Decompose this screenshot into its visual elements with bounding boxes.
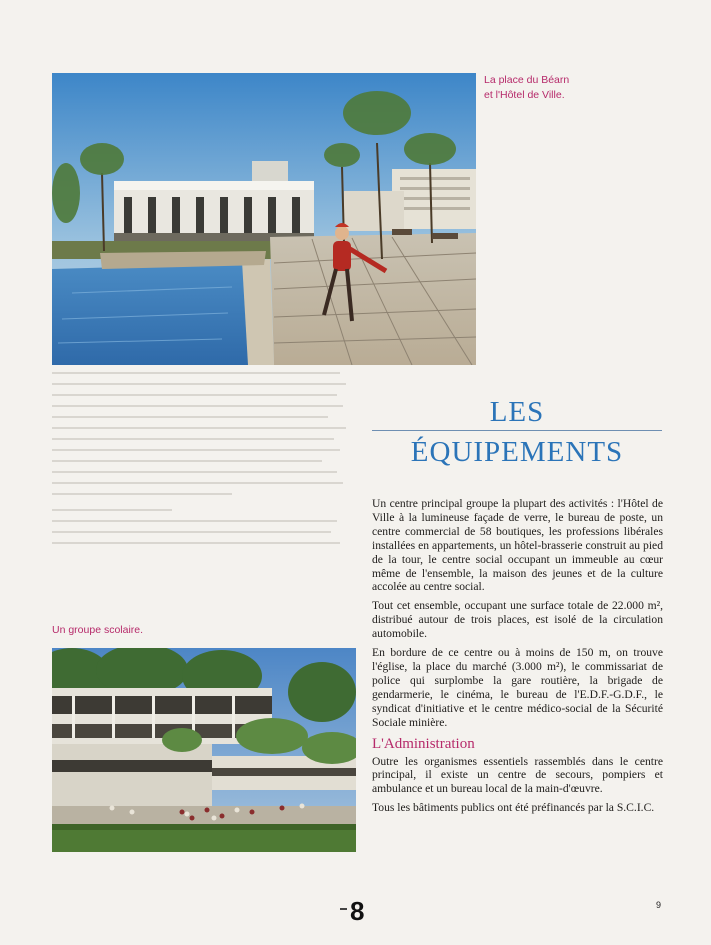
section-heading bbox=[372, 396, 662, 469]
paragraph-1: Un centre principal groupe la plupart des activités : l'Hôtel de Ville à la lumineuse façade de verre, le bureau de poste, un centre commercial de 58 boutiques, les professions libérales installées en appartements, un hôtel-brasserie construit au pied de la tour, le centre social occupant un immeuble au cœur même de l'ensemble, la maison des jeunes et de la culture accolée au centre social. bbox=[372, 497, 663, 594]
paragraph-4: Outre les organismes essentiels rassemblés dans le centre principal, il existe un centre de secours, pompiers et ambulance et un bureau local de la main-d'œuvre. bbox=[372, 754, 663, 796]
photo-groupe-scolaire bbox=[52, 648, 356, 852]
heading-line2: ÉQUIPEMENTS bbox=[410, 436, 624, 468]
show-through-text bbox=[52, 372, 352, 602]
caption-top-line1: La place du Béarn bbox=[484, 74, 570, 86]
page-number-large: 8 bbox=[350, 896, 365, 926]
caption-groupe-scolaire: Un groupe scolaire. bbox=[52, 624, 144, 636]
paragraph-5: Tous les bâtiments publics ont été préfinancés par la S.C.I.C. bbox=[372, 801, 655, 815]
paragraph-3: En bordure de ce centre ou à moins de 150 m, on trouve l'église, la place du marché (3.000 m²), le commissariat de police qui surplombe la gare routière, la brigade de gendarmerie, le cinéma, le bureau de l'E.D.F.-G.D.F., le syndicat d'initiative et le centre médico-social de la Sécurité Sociale minière. bbox=[372, 646, 663, 729]
page-number-small: 9 bbox=[656, 900, 662, 910]
paragraph-2: Tout cet ensemble, occupant une surface totale de 22.000 m², distribué autour de trois places, est isolé de la circulation automobile. bbox=[372, 599, 663, 641]
photo-place-du-bearn bbox=[52, 73, 476, 365]
heading-rule bbox=[372, 430, 662, 431]
article-body bbox=[372, 497, 663, 820]
subheading-administration: L'Administration bbox=[372, 735, 475, 752]
caption-top-line2: et l'Hôtel de Ville. bbox=[484, 89, 565, 101]
caption-place-du-bearn bbox=[484, 73, 684, 103]
heading-line1: LES bbox=[489, 396, 545, 428]
